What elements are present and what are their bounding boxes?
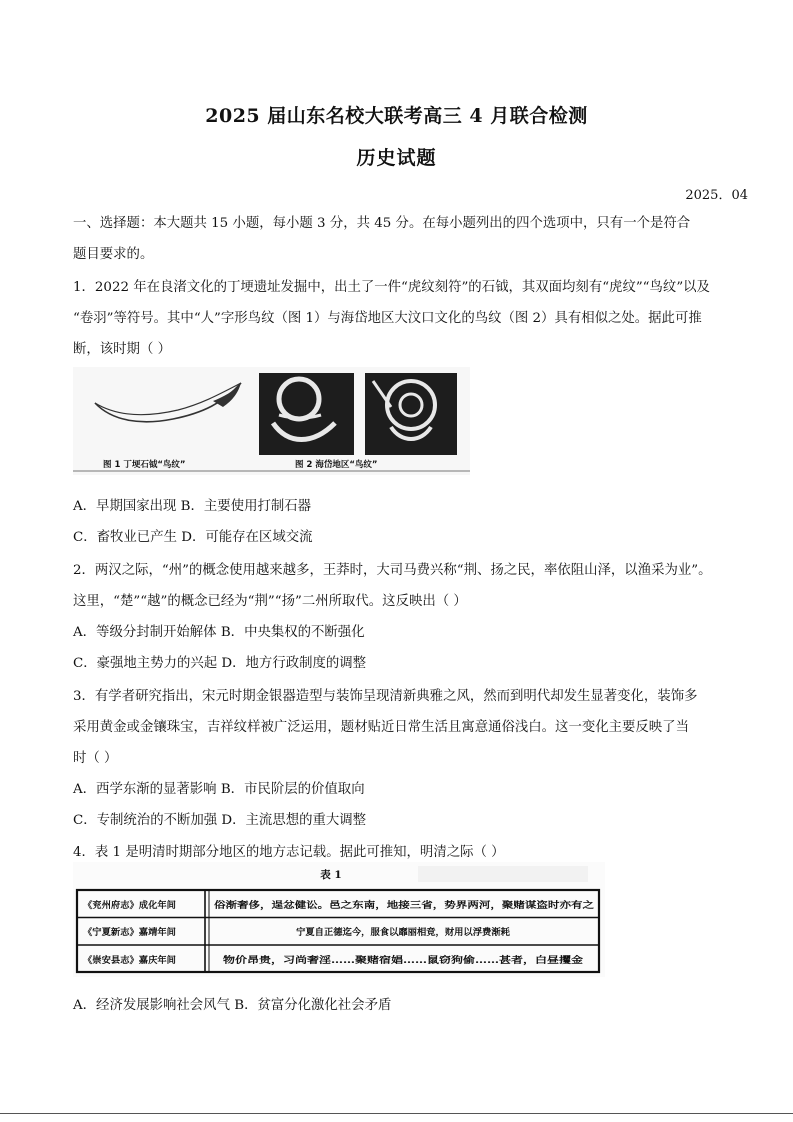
section-instruction-line2: 题目要求的。 xyxy=(73,247,154,262)
figure-2-rubbing-right xyxy=(365,373,457,455)
question-1-stem-line1: 1．2022 年在良渚文化的丁埂遗址发掘中，出土了一件“虎纹刻符”的石钺，其双面均刻有“虎纹”“鸟纹”以及 xyxy=(73,280,710,295)
table-row-2-source: 《宁夏新志》嘉靖年间 xyxy=(83,927,176,938)
figure-2-caption: 图 2 海岱地区“鸟纹” xyxy=(295,460,378,470)
table-row-3-text: 物价昂贵，习尚奢淫……聚赌宿娼……鼠窃狗偷……甚者，白昼攫金 xyxy=(223,955,502,966)
question-3-stem-line1: 3．有学者研究指出，宋元时期金银器造型与装饰呈现清新典雅之风，然而到明代却发生显著变化，装饰多 xyxy=(73,689,698,704)
question-1-options-ab: A．早期国家出现 B．主要使用打制石器 xyxy=(73,499,312,514)
question-3-stem-line3: 时（ ） xyxy=(73,751,118,766)
question-1-stem-line3: 断，该时期（ ） xyxy=(73,342,171,357)
table-row-1-source: 《兖州府志》成化年间 xyxy=(83,900,176,911)
table-title: 表 1 xyxy=(320,869,342,881)
question-1-options-cd: C．畜牧业已产生 D．可能存在区域交流 xyxy=(73,530,313,545)
question-1-stem-line2: “卷羽”等符号。其中“人”字形鸟纹（图 1）与海岱地区大汶口文化的鸟纹（图 2）具有相似之处。据此可推 xyxy=(73,311,702,326)
figure-2-rubbing-left xyxy=(259,373,354,455)
question-3-options-cd: C．专制统治的不断加强 D．主流思想的重大调整 xyxy=(73,813,367,828)
question-4-table xyxy=(73,862,605,977)
question-2-options-cd: C．豪强地主势力的兴起 D．地方行政制度的调整 xyxy=(73,656,367,671)
exam-subtitle: 历史试题 xyxy=(356,147,437,169)
table-row-3-source: 《崇安县志》嘉庆年间 xyxy=(83,955,176,966)
question-2-stem-line1: 2．两汉之际，“州”的概念使用越来越多，王莽时，大司马费兴称“荆、扬之民，率依阻山泽，以渔采为业”。 xyxy=(73,563,712,578)
question-3-options-ab: A．西学东渐的显著影响 B．市民阶层的价值取向 xyxy=(73,782,365,797)
question-3-stem-line2: 采用黄金或金镶珠宝，吉祥纹样被广泛运用，题材贴近日常生活且寓意通俗浅白。这一变化主要反映了当 xyxy=(73,720,689,735)
exam-title: 2025 届山东名校大联考高三 4 月联合检测 xyxy=(205,105,588,127)
table-row-2-text: 宁夏自正德迄今，服食以靡丽相竞，财用以浮费渐耗 xyxy=(296,927,510,938)
question-2-stem-line2: 这里，“楚”“越”的概念已经为“荆”“扬”二州所取代。这反映出（ ） xyxy=(73,594,467,609)
question-1-figures xyxy=(73,367,470,475)
figure-1-caption: 图 1 丁埂石钺“鸟纹” xyxy=(103,460,186,470)
question-2-options-ab: A．等级分封制开始解体 B．中央集权的不断强化 xyxy=(73,625,365,640)
question-4-stem-line1: 4．表 1 是明清时期部分地区的地方志记载。据此可推知，明清之际（ ） xyxy=(73,845,505,860)
table-row-1-text: 俗渐奢侈，逞忿健讼。邑之东南，地接三省，势界两河，聚赌谋盗时亦有之 xyxy=(214,900,521,911)
page-bottom-rule xyxy=(0,1113,793,1114)
section-instruction-line1: 一、选择题：本大题共 15 小题，每小题 3 分，共 45 分。在每小题列出的四个选项中，只有一个是符合 xyxy=(73,216,691,231)
exam-date: 2025．04 xyxy=(685,188,748,203)
question-4-options-ab: A．经济发展影响社会风气 B．贫富分化激化社会矛盾 xyxy=(73,998,392,1013)
